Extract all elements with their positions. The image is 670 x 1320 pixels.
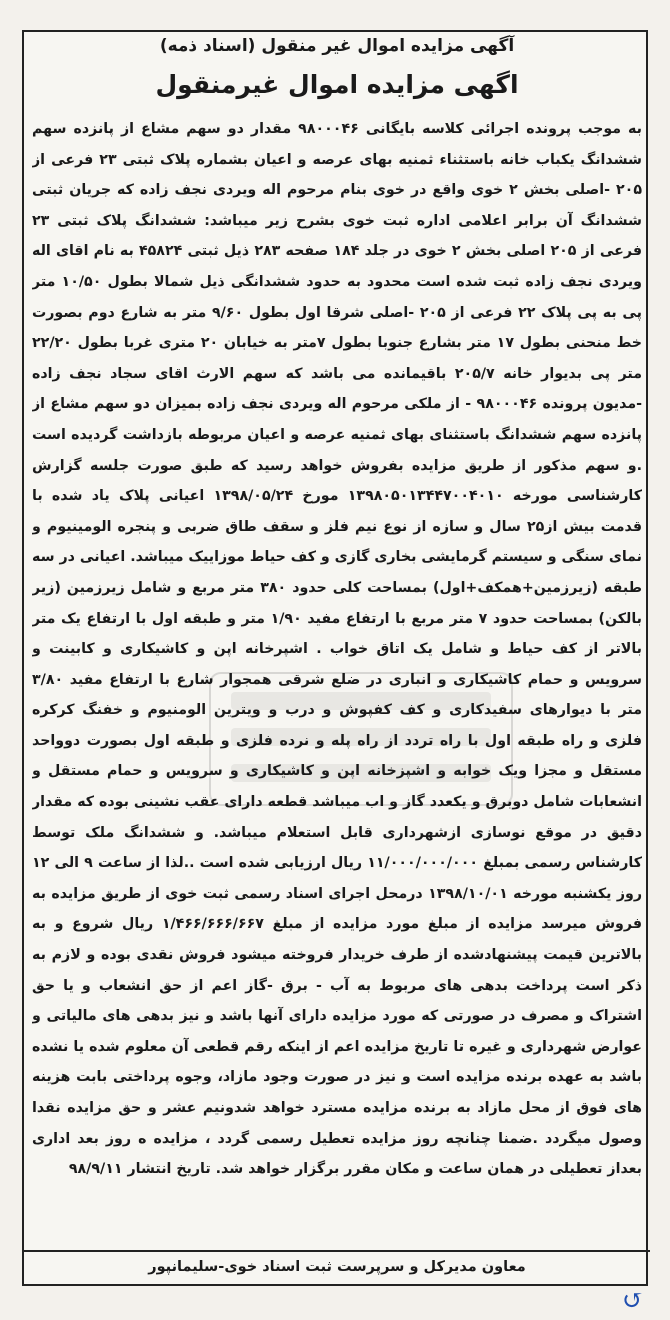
notice-subheading: آگهی مزایده اموال غیر منقول (اسناد ذمه) xyxy=(159,36,515,56)
notice-body-paragraph: به موجب پرونده اجرائی کلاسه بایگانی ۹۸۰۰۰۴۶ مقدار دو سهم مشاع از پانزده سهم ششدانگ یکباب خانه باستثناء ثمنیه بهای عرصه و اعیان بشماره پلاک ثبتی ۲۳ فرعی از ۲۰۵ -اصلی بخش ۲ خوی واقع در خوی بنام مرحوم اله ویردی نجف زاده که جریان ثبتی ششدانگ آن برابر اعلامی اداره ثبت خوی بشرح زیر میباشد: ششدانگ پلاک ثبتی ۲۳ فرعی از ۲۰۵ اصلی بخش ۲ خوی در جلد ۱۸۴ صفحه ۲۸۳ ذیل ثبتی ۴۵۸۲۴ به نام اقای اله ویردی نجف زاده ثبت شده است محدود به حدود ششدانگی ذیل شمالا بطول ۱۰/۵۰ متر پی به پی پلاک ۲۲ فرعی از ۲۰۵ -اصلی شرقا اول بطول ۹/۶۰ متر به شارع دوم بصورت خط منحنی بطول ۱۷ متر بشارع جنوبا بطول ۷متر به خیابان ۲۰ متری غربا بطول ۲۲/۲۰ متر پی بدیوار خانه ۲۰۵/۷ باقیمانده می باشد که سهم الارث اقای سجاد نجف زاده -مدیون پرونده ۹۸۰۰۰۴۶ - از ملکی مرحوم اله ویردی نجف زاده بمیزان دو سهم مشاع از پانزده سهم ششدانگ باستثنای بهای ثمنیه عرصه و اعیان مربوطه بازداشت گردیده است .و سهم مذکور از طریق مزایده بفروش خواهد رسید که طبق صورت جلسه گزارش کارشناسی مورخه ۱۳۹۸۰۵۰۱۳۴۴۷۰۰۴۰۱۰ مورخ ۱۳۹۸/۰۵/۲۴ اعیانی پلاک یاد شده با قدمت بیش از۲۵ سال و سازه از نوع نیم فلز و سقف طاق ضربی و پنجره الومینیوم و نمای سنگی و سیستم گرمایشی بخاری گازی و کف حیاط موزاییک میباشد. اعیانی در سه طبقه (زیرزمین+همکف+اول) بمساحت کلی حدود ۳۸۰ متر مربع و شامل زیرزمین (زیر بالکن) بمساحت حدود ۷ متر مربع با ارتفاع مفید ۱/۹۰ متر و طبقه اول با ارتفاع یک متر بالاتر از کف حیاط و شامل یک اتاق خواب . اشپرخانه اپن و کاشیکاری و کابینت و سرویس و حمام کاشیکاری و انباری در ضلع شرقی همجوار شارع با ارتفاع مفید ۳/۸۰ متر با دیوارهای سفیدکاری و کف کفپوش و درب و ویترین الومنیوم و خفنگ کرکره فلزی و راه طبقه اول با راه تردد از راه پله و نرده فلزی و طبقه اول بصورت دوواحد مستقل و مجزا ویک خوابه و اشپزخانه اپن و کاشیکاری و سرویس و حمام مستقل و انشعابات شامل دوبرق و یکعدد گاز و اب میباشد قطعه دارای عقب نشینی بوده که مقدار دقیق در موقع نوسازی ازشهرداری قابل استعلام میباشد. و ششدانگ ملک توسط کارشناس رسمی بمبلغ ۱۱/۰۰۰/۰۰۰/۰۰۰ ریال ارزیابی شده است ..لذا از ساعت ۹ الی ۱۲ روز یکشنبه مورخه ۱۳۹۸/۱۰/۰۱ درمحل اجرای اسناد رسمی ثبت خوی از طریق مزایده به فروش میرسد مزایده از مبلغ مورد مزایده از مبلغ ۱/۴۶۶/۶۶۶/۶۶۷ ریال شروع و به بالاترین قیمت پیشنهادشده از طرف خریدار فروخته میشود فروش نقدی بوده و لازم به ذکر است پرداخت بدهی های مربوط به آب - برق -گاز اعم از حق انشعاب و یا حق اشتراک و مصرف در صورتی که مورد مزایده دارای آنها باشد و نیز بدهی های مالیاتی و عوارض شهرداری و غیره تا تاریخ مزایده اعم از اینکه رقم قطعی آن معلوم شده یا نشده باشد به عهده برنده مزایده است و نیز در صورت وجود مازاد، وجوه پرداختی بابت هزینه های فوق از محل مازاد به برنده مزایده مسترد خواهد شدونیم عشر و حق مزایده نقدا وصول میگردد .ضمنا چنانچه روز مزایده تعطیل رسمی گردد ، مزایده ه روز بعد اداری بعداز تعطیلی در همان ساعت و مکان مقرر برگزار خواهد شد. تاریخ انتشار ۹۸/۹/۱۱ xyxy=(32,121,642,1178)
notice-signature: معاون مدیرکل و سرپرست ثبت اسناد خوی-سلیمانپور xyxy=(24,1250,650,1284)
notice-title: اگهی مزایده اموال غیرمنقول xyxy=(155,70,519,99)
handwritten-margin-mark: ↺ xyxy=(622,1286,644,1316)
notice-frame xyxy=(22,30,648,1286)
notice-body xyxy=(32,114,642,1254)
